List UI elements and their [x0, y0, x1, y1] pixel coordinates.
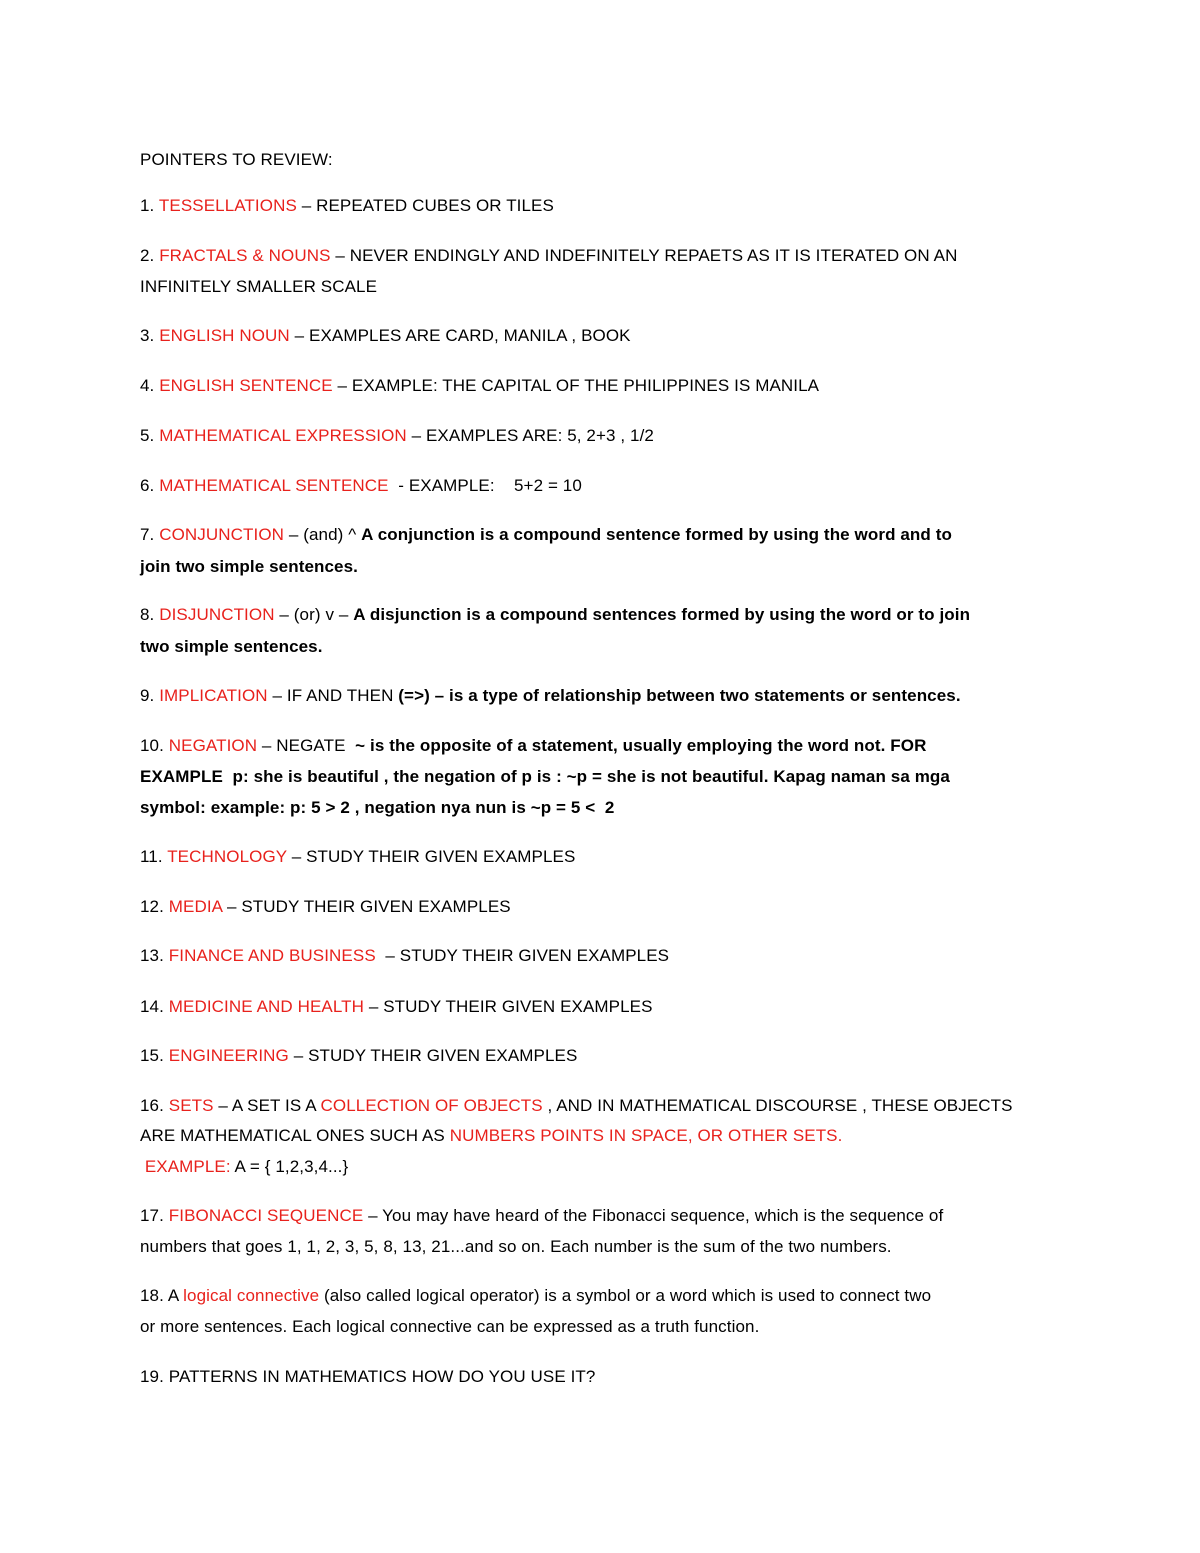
list-item-16-line-1 — [140, 1096, 1013, 1116]
item-number: 14. — [140, 997, 169, 1016]
bold-text: ~ is the opposite of a statement, usually employing the word not. FOR — [350, 736, 927, 755]
list-item-19-line-1 — [140, 1367, 595, 1387]
highlighted-term: SETS — [168, 1096, 214, 1115]
item-number: 8. — [140, 605, 160, 624]
list-item-7-line-2 — [140, 557, 358, 577]
highlighted-term: MATHEMATICAL SENTENCE — [159, 476, 389, 495]
list-item-4-line-1 — [140, 376, 819, 396]
item-number: 17. — [140, 1206, 169, 1225]
list-item-13-line-1 — [140, 946, 669, 966]
list-item-8-line-2 — [140, 637, 323, 657]
highlighted-term: NUMBERS POINTS IN SPACE, OR OTHER SETS. — [449, 1126, 843, 1145]
highlighted-term: FRACTALS & NOUNS — [159, 246, 331, 265]
body-text: – STUDY THEIR GIVEN EXAMPLES — [286, 847, 576, 866]
body-text: – A SET IS A — [213, 1096, 321, 1115]
item-number: 11. — [140, 847, 168, 866]
body-text: INFINITELY SMALLER SCALE — [140, 277, 378, 296]
body-text: A — [167, 1286, 184, 1305]
list-item-14-line-1 — [140, 997, 653, 1017]
body-text: – NEGATE — [257, 736, 351, 755]
body-text: – REPEATED CUBES OR TILES — [296, 196, 554, 215]
body-text: – You may have heard of the Fibonacci sequence, which is the sequence of — [363, 1206, 944, 1225]
list-item-8-line-1 — [140, 605, 970, 625]
list-item-16-line-3 — [140, 1157, 348, 1177]
body-text: – NEVER ENDINGLY AND INDEFINITELY REPAETS AS IT IS ITERATED ON AN — [330, 246, 958, 265]
item-number: 19. — [140, 1367, 169, 1386]
body-text: or more sentences. Each logical connective can be expressed as a truth function. — [140, 1317, 760, 1336]
list-item-6-line-1 — [140, 476, 582, 496]
bold-text: (=>) – is a type of relationship between two statements or sentences. — [398, 686, 961, 705]
highlighted-term: ENGLISH SENTENCE — [159, 376, 333, 395]
list-item-17-line-1 — [140, 1206, 943, 1226]
list-item-2-line-2 — [140, 277, 377, 297]
item-number: 6. — [140, 476, 160, 495]
item-number: 2. — [140, 246, 160, 265]
item-number: 18. — [140, 1286, 168, 1305]
list-item-7-line-1 — [140, 525, 952, 545]
bold-text: EXAMPLE p: she is beautiful , the negation of p is : ~p = she is not beautiful. Kapag naman sa mga — [140, 767, 950, 786]
list-item-18-line-1 — [140, 1286, 931, 1306]
item-number: 7. — [140, 525, 160, 544]
body-text: numbers that goes 1, 1, 2, 3, 5, 8, 13, 21...and so on. Each number is the sum of the two numbers. — [140, 1237, 892, 1256]
item-number: 1. — [140, 196, 159, 215]
body-text: – EXAMPLE: THE CAPITAL OF THE PHILIPPINES IS MANILA — [332, 376, 820, 395]
highlighted-term: ENGLISH NOUN — [159, 326, 290, 345]
list-item-11-line-1 — [140, 847, 575, 867]
body-text: – EXAMPLES ARE: 5, 2+3 , 1/2 — [406, 426, 654, 445]
list-item-16-line-2 — [140, 1126, 842, 1146]
list-item-3-line-1 — [140, 326, 631, 346]
item-number: 3. — [140, 326, 160, 345]
bold-text: join two simple sentences. — [140, 557, 358, 576]
list-item-1-line-1 — [140, 196, 554, 216]
highlighted-term: DISJUNCTION — [159, 605, 275, 624]
highlighted-term: FIBONACCI SEQUENCE — [168, 1206, 364, 1225]
highlighted-term: MEDICINE AND HEALTH — [168, 997, 364, 1016]
highlighted-term: TECHNOLOGY — [167, 847, 287, 866]
body-text: – STUDY THEIR GIVEN EXAMPLES — [375, 946, 670, 965]
highlighted-term: COLLECTION OF OBJECTS — [320, 1096, 543, 1115]
item-number: 10. — [140, 736, 169, 755]
highlighted-term: MATHEMATICAL EXPRESSION — [159, 426, 407, 445]
page-heading: POINTERS TO REVIEW: — [140, 150, 333, 169]
body-text: – STUDY THEIR GIVEN EXAMPLES — [222, 897, 511, 916]
highlighted-term: EXAMPLE: — [140, 1157, 231, 1176]
bold-text: A disjunction is a compound sentences formed by using the word or to join — [353, 605, 971, 624]
body-text: A = { 1,2,3,4...} — [230, 1157, 349, 1176]
body-text: , AND IN MATHEMATICAL DISCOURSE , THESE OBJECTS — [542, 1096, 1013, 1115]
list-item-12-line-1 — [140, 897, 511, 917]
body-text: (also called logical operator) is a symbol or a word which is used to connect two — [319, 1286, 932, 1305]
item-number: 5. — [140, 426, 160, 445]
highlighted-term: TESSELLATIONS — [158, 196, 297, 215]
list-item-15-line-1 — [140, 1046, 577, 1066]
body-text: ARE MATHEMATICAL ONES SUCH AS — [140, 1126, 450, 1145]
body-text: – EXAMPLES ARE CARD, MANILA , BOOK — [289, 326, 631, 345]
item-number: 15. — [140, 1046, 169, 1065]
highlighted-term: IMPLICATION — [159, 686, 268, 705]
list-item-18-line-2 — [140, 1317, 759, 1337]
body-text: – STUDY THEIR GIVEN EXAMPLES — [288, 1046, 578, 1065]
bold-text: two simple sentences. — [140, 637, 323, 656]
body-text: PATTERNS IN MATHEMATICS HOW DO YOU USE IT? — [168, 1367, 596, 1386]
body-text: - EXAMPLE: 5+2 = 10 — [388, 476, 582, 495]
item-number: 4. — [140, 376, 160, 395]
list-item-2-line-1 — [140, 246, 957, 266]
item-number: 9. — [140, 686, 160, 705]
list-item-5-line-1 — [140, 426, 654, 446]
body-text: – STUDY THEIR GIVEN EXAMPLES — [364, 997, 653, 1016]
list-item-10-line-3 — [140, 798, 615, 818]
item-number: 13. — [140, 946, 169, 965]
body-text: – (or) v – — [274, 605, 354, 624]
highlighted-term: logical connective — [183, 1286, 320, 1305]
item-number: 12. — [140, 897, 169, 916]
body-text: – (and) ^ — [284, 525, 362, 544]
list-item-17-line-2 — [140, 1237, 892, 1257]
highlighted-term: FINANCE AND BUSINESS — [168, 946, 376, 965]
bold-text: A conjunction is a compound sentence formed by using the word and to — [361, 525, 952, 544]
item-number: 16. — [140, 1096, 169, 1115]
list-item-10-line-2 — [140, 767, 950, 787]
highlighted-term: MEDIA — [168, 897, 223, 916]
list-item-10-line-1 — [140, 736, 926, 756]
list-item-9-line-1 — [140, 686, 961, 706]
highlighted-term: NEGATION — [168, 736, 258, 755]
highlighted-term: CONJUNCTION — [159, 525, 285, 544]
bold-text: symbol: example: p: 5 > 2 , negation nya nun is ~p = 5 < 2 — [140, 798, 615, 817]
body-text: – IF AND THEN — [267, 686, 399, 705]
highlighted-term: ENGINEERING — [168, 1046, 289, 1065]
